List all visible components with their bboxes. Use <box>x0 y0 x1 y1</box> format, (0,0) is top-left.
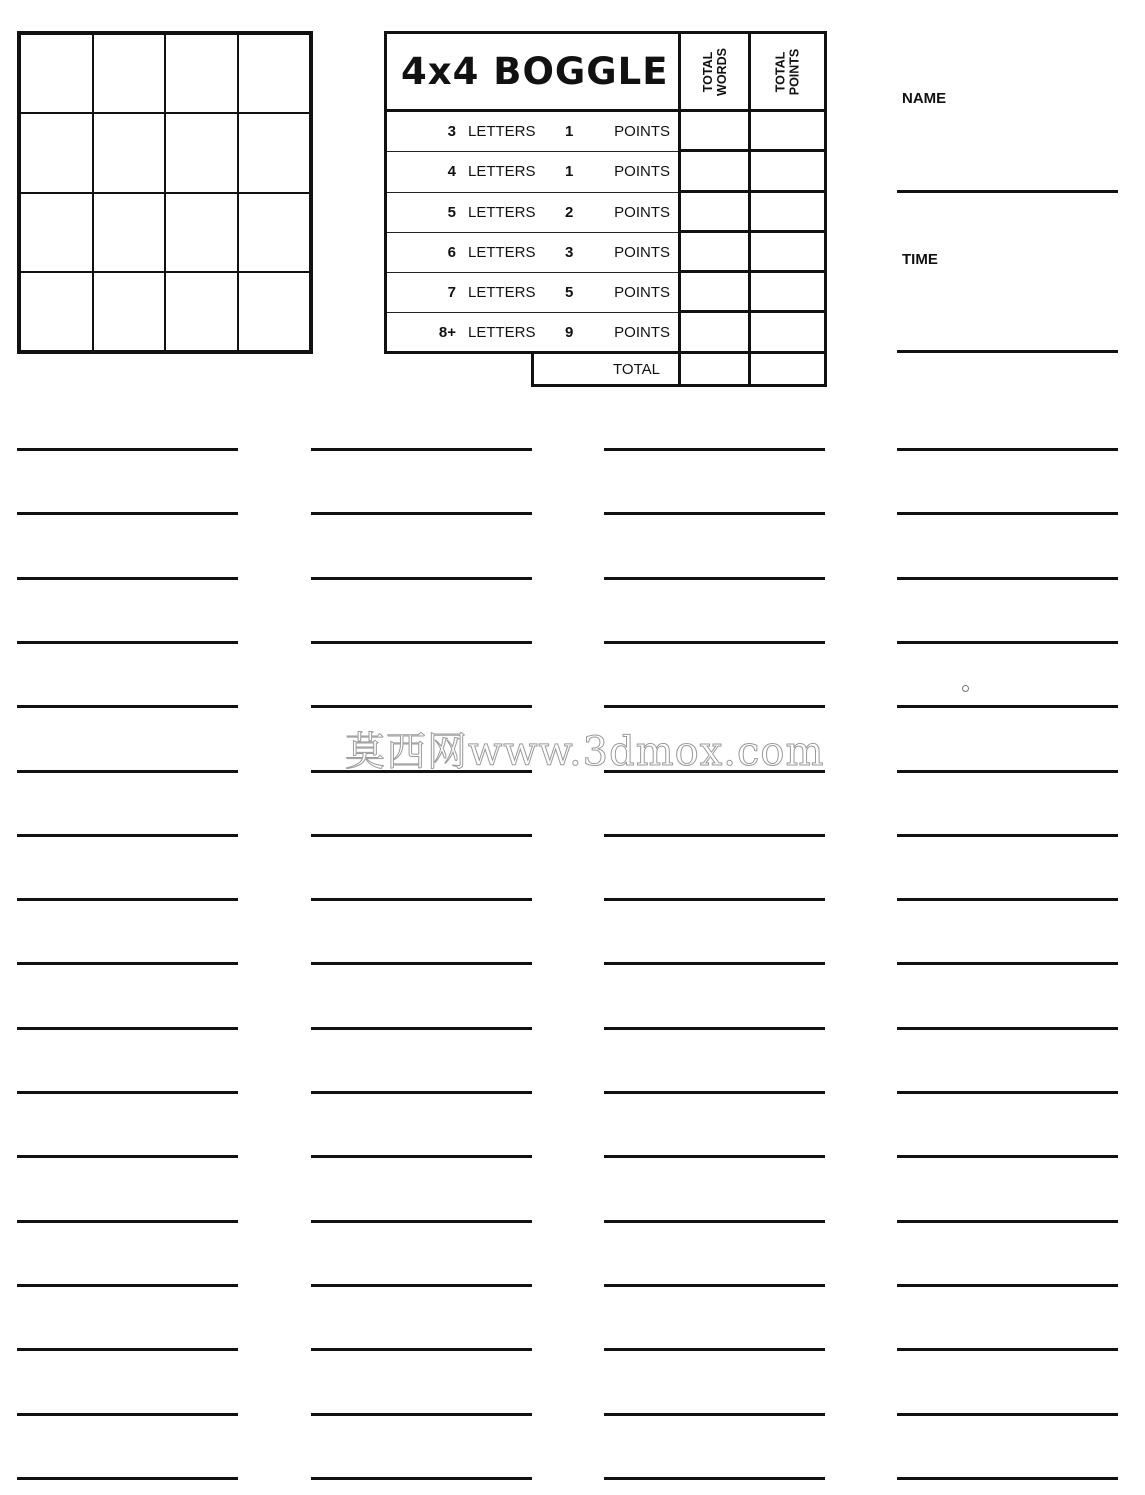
point-value: 3 <box>565 243 574 261</box>
word-line[interactable] <box>897 1220 1118 1223</box>
word-line[interactable] <box>897 1413 1118 1416</box>
page-title: 4x4 BOGGLE <box>384 31 678 112</box>
letter-cell[interactable] <box>165 193 238 272</box>
word-line[interactable] <box>604 577 825 580</box>
letter-cell[interactable] <box>238 272 311 351</box>
total-points-column <box>751 112 827 387</box>
word-line[interactable] <box>897 512 1118 515</box>
word-line[interactable] <box>17 1413 238 1416</box>
scoring-row <box>387 152 678 192</box>
letter-cell[interactable] <box>93 193 166 272</box>
word-line[interactable] <box>604 834 825 837</box>
total-words-cell[interactable] <box>678 313 751 353</box>
letter-cell[interactable] <box>238 34 311 113</box>
word-line[interactable] <box>897 770 1118 773</box>
letter-cell[interactable] <box>93 34 166 113</box>
word-line[interactable] <box>897 1348 1118 1351</box>
letter-count: 6 <box>447 243 456 261</box>
letter-cell[interactable] <box>165 113 238 192</box>
point-value: 2 <box>565 203 574 221</box>
word-line[interactable] <box>604 705 825 708</box>
word-line[interactable] <box>311 1091 532 1094</box>
total-words-cell[interactable] <box>678 152 751 192</box>
letter-cell[interactable] <box>20 34 93 113</box>
word-line[interactable] <box>311 448 532 451</box>
word-line[interactable] <box>311 641 532 644</box>
word-line[interactable] <box>604 641 825 644</box>
total-words-header: TOTAL WORDS <box>678 31 751 112</box>
score-table <box>384 31 827 387</box>
letters-label: LETTERS <box>468 163 536 181</box>
word-line[interactable] <box>311 512 532 515</box>
time-field[interactable] <box>897 350 1118 353</box>
letter-count: 7 <box>447 284 456 302</box>
word-line[interactable] <box>311 1155 532 1158</box>
word-line[interactable] <box>897 1284 1118 1287</box>
word-line[interactable] <box>604 1413 825 1416</box>
letter-cell[interactable] <box>20 272 93 351</box>
word-line[interactable] <box>897 962 1118 965</box>
point-value: 9 <box>565 324 574 342</box>
letter-count: 5 <box>447 203 456 221</box>
scoring-row <box>387 193 678 233</box>
word-line[interactable] <box>17 705 238 708</box>
points-label: POINTS <box>614 163 670 181</box>
word-line[interactable] <box>897 705 1118 708</box>
points-label: POINTS <box>614 284 670 302</box>
total-points-cell[interactable] <box>751 193 827 233</box>
letters-label: LETTERS <box>468 243 536 261</box>
word-line[interactable] <box>17 641 238 644</box>
word-line[interactable] <box>604 962 825 965</box>
total-points-header: TOTAL POINTS <box>751 31 827 112</box>
word-line[interactable] <box>897 577 1118 580</box>
word-line[interactable] <box>604 1477 825 1480</box>
total-points-cell[interactable] <box>751 354 827 387</box>
letter-cell[interactable] <box>165 272 238 351</box>
point-value: 5 <box>565 284 574 302</box>
letter-cell[interactable] <box>238 193 311 272</box>
total-points-cell[interactable] <box>751 313 827 353</box>
scoring-row <box>387 313 678 353</box>
word-line[interactable] <box>604 1027 825 1030</box>
word-line[interactable] <box>311 834 532 837</box>
word-line[interactable] <box>604 1348 825 1351</box>
word-line[interactable] <box>17 770 238 773</box>
word-line[interactable] <box>17 1348 238 1351</box>
word-line[interactable] <box>604 1284 825 1287</box>
scoring-row <box>387 112 678 152</box>
letter-grid <box>17 31 313 354</box>
total-words-column <box>678 112 751 387</box>
word-line[interactable] <box>311 1413 532 1416</box>
word-line[interactable] <box>17 898 238 901</box>
word-line[interactable] <box>311 1348 532 1351</box>
letter-count: 3 <box>447 123 456 140</box>
points-label: POINTS <box>614 243 670 261</box>
time-label: TIME <box>902 251 938 268</box>
letter-cell[interactable] <box>93 272 166 351</box>
word-line[interactable] <box>17 577 238 580</box>
total-words-cell[interactable] <box>678 193 751 233</box>
points-label: POINTS <box>614 123 670 140</box>
scoring-row <box>387 233 678 273</box>
name-label: NAME <box>902 90 947 107</box>
total-label: TOTAL <box>531 354 678 387</box>
word-line[interactable] <box>311 962 532 965</box>
total-words-cell[interactable] <box>678 273 751 313</box>
points-label: POINTS <box>614 324 670 342</box>
point-value: 1 <box>565 123 574 140</box>
word-line[interactable] <box>17 1027 238 1030</box>
letter-cell[interactable] <box>93 113 166 192</box>
point-value: 1 <box>565 163 574 181</box>
stray-dot <box>962 685 969 692</box>
word-line[interactable] <box>897 641 1118 644</box>
word-line[interactable] <box>897 1027 1118 1030</box>
letter-cell[interactable] <box>20 113 93 192</box>
word-line[interactable] <box>311 577 532 580</box>
word-line[interactable] <box>897 834 1118 837</box>
total-words-cell[interactable] <box>678 112 751 152</box>
word-line[interactable] <box>604 1220 825 1223</box>
word-line[interactable] <box>17 1284 238 1287</box>
word-line[interactable] <box>604 448 825 451</box>
letter-cell[interactable] <box>165 34 238 113</box>
letter-count: 8+ <box>438 324 456 342</box>
name-field[interactable] <box>897 190 1118 193</box>
word-line[interactable] <box>604 1155 825 1158</box>
letters-label: LETTERS <box>468 284 536 302</box>
word-line[interactable] <box>897 448 1118 451</box>
points-label: POINTS <box>614 203 670 221</box>
letter-cell[interactable] <box>238 113 311 192</box>
letters-label: LETTERS <box>468 203 536 221</box>
scoring-row <box>387 273 678 313</box>
word-line[interactable] <box>897 898 1118 901</box>
letter-cell[interactable] <box>20 193 93 272</box>
word-line[interactable] <box>17 834 238 837</box>
total-points-cell[interactable] <box>751 152 827 192</box>
word-line[interactable] <box>311 705 532 708</box>
word-line[interactable] <box>17 448 238 451</box>
total-points-cell[interactable] <box>751 112 827 152</box>
word-line[interactable] <box>17 1155 238 1158</box>
word-line[interactable] <box>17 1477 238 1480</box>
word-line[interactable] <box>311 1284 532 1287</box>
word-line[interactable] <box>311 1220 532 1223</box>
word-line[interactable] <box>17 1220 238 1223</box>
word-line[interactable] <box>17 512 238 515</box>
total-points-cell[interactable] <box>751 233 827 273</box>
letters-label: LETTERS <box>468 123 536 140</box>
word-line[interactable] <box>604 512 825 515</box>
word-line[interactable] <box>897 1477 1118 1480</box>
word-line[interactable] <box>897 1155 1118 1158</box>
letter-count: 4 <box>447 163 456 181</box>
word-line[interactable] <box>604 1091 825 1094</box>
watermark: 莫西网www.3dmox.com <box>345 729 825 775</box>
word-line[interactable] <box>311 1027 532 1030</box>
letters-label: LETTERS <box>468 324 536 342</box>
word-line[interactable] <box>311 898 532 901</box>
total-words-cell[interactable] <box>678 233 751 273</box>
word-line[interactable] <box>604 898 825 901</box>
word-line[interactable] <box>17 1091 238 1094</box>
word-line[interactable] <box>17 962 238 965</box>
word-line[interactable] <box>897 1091 1118 1094</box>
total-words-cell[interactable] <box>678 354 751 387</box>
total-points-cell[interactable] <box>751 273 827 313</box>
word-line[interactable] <box>311 1477 532 1480</box>
scoring-rows <box>384 112 678 354</box>
